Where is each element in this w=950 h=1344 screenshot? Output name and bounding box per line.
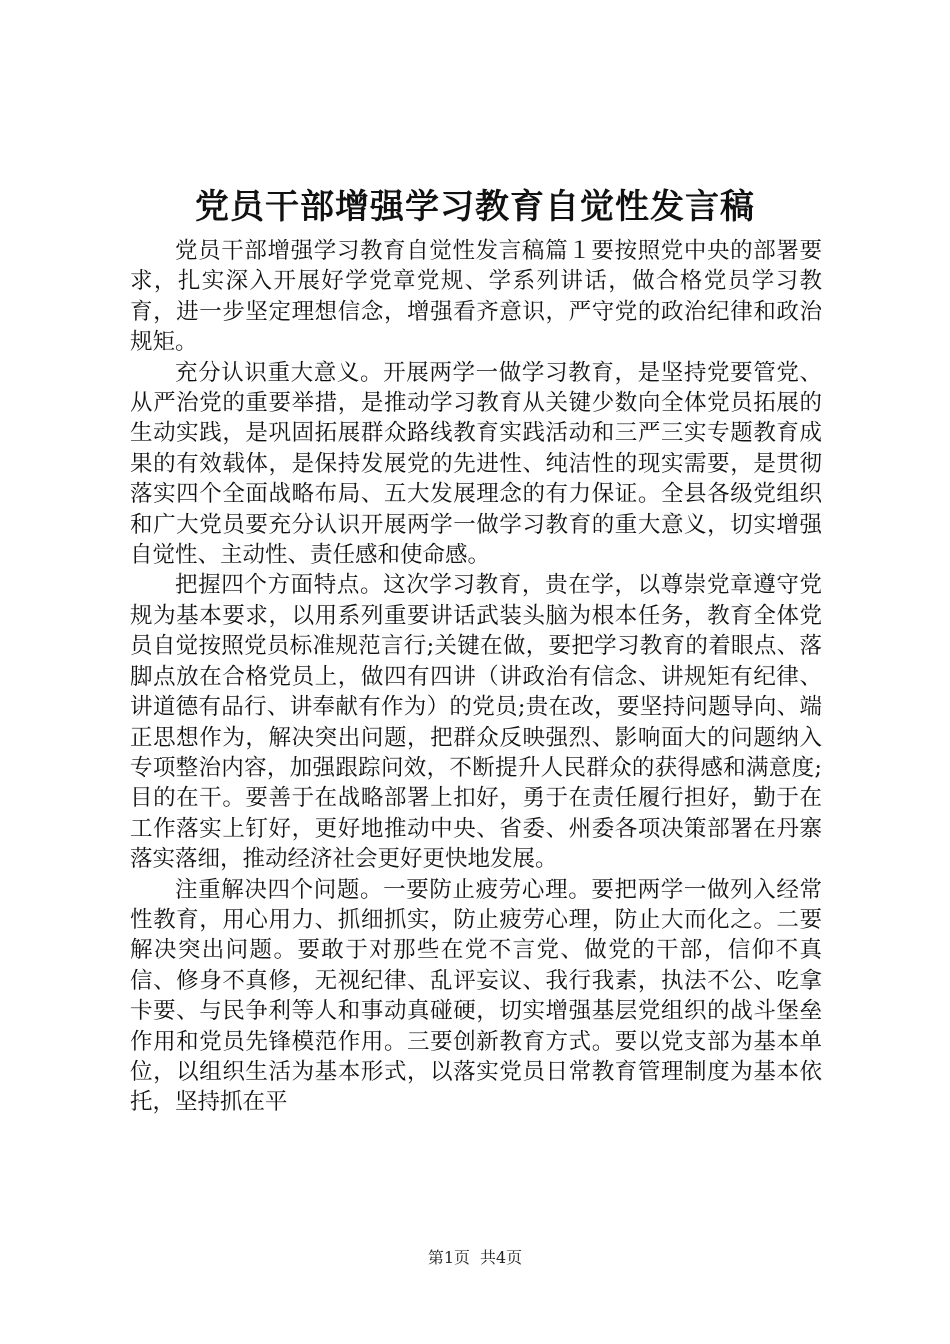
paragraph-characteristics: 把握四个方面特点。这次学习教育，贵在学，以尊崇党章遵守党规为基本要求，以用系列重要讲话武装头脑为根本任务，教育全体党员自觉按照党员标准规范言行;关键在做，要把学习教育的着眼点、落脚点放在合格党员上，做四有四讲（讲政治有信念、讲规矩有纪律、讲道德有品行、讲奉献有作为）的党员;贵在改，要坚持问题导向、端正思想作为，解决突出问题，把群众反映强烈、影响面大的问题纳入专项整治内容，加强跟踪问效，不断提升人民群众的获得感和满意度;目的在干。要善于在战略部署上扣好，勇于在责任履行担好，勤于在工作落实上钉好，更好地推动中央、省委、州委各项决策部署在丹寨落实落细，推动经济社会更好更快地发展。 [130,572,822,873]
document-title: 党员干部增强学习教育自觉性发言稿 [195,187,755,227]
paragraph-significance: 充分认识重大意义。开展两学一做学习教育，是坚持党要管党、从严治党的重要举措，是推动学习教育从关键少数向全体党员拓展的生动实践，是巩固拓展群众路线教育实践活动和三严三实专题教育成果的有效载体，是保持发展党的先进性、纯洁性的现实需要，是贯彻落实四个全面战略布局、五大发展理念的有力保证。全县各级党组织和广大党员要充分认识开展两学一做学习教育的重大意义，切实增强自觉性、主动性、责任感和使命感。 [130,359,822,569]
paragraph-problems: 注重解决四个问题。一要防止疲劳心理。要把两学一做列入经常性教育，用心用力、抓细抓实，防止疲劳心理，防止大而化之。二要解决突出问题。要敢于对那些在党不言党、做党的干部，信仰不真信、修身不真修，无视纪律、乱评妄议、我行我素，执法不公、吃拿卡要、与民争利等人和事动真碰硬，切实增强基层党组织的战斗堡垒作用和党员先锋模范作用。三要创新教育方式。要以党支部为基本单位，以组织生活为基本形式，以落实党员日常教育管理制度为基本依托，坚持抓在平 [130,876,822,1116]
page-total: 共4页 [480,1248,523,1267]
paragraph-intro: 党员干部增强学习教育自觉性发言稿篇１要按照党中央的部署要求，扎实深入开展好学党章党规、学系列讲话，做合格党员学习教育，进一步坚定理想信念，增强看齐意识，严守党的政治纪律和政治规矩。 [130,238,822,356]
page-number: 第1页 [427,1248,470,1267]
page-footer [0,1248,950,1268]
document-body [130,236,822,1118]
